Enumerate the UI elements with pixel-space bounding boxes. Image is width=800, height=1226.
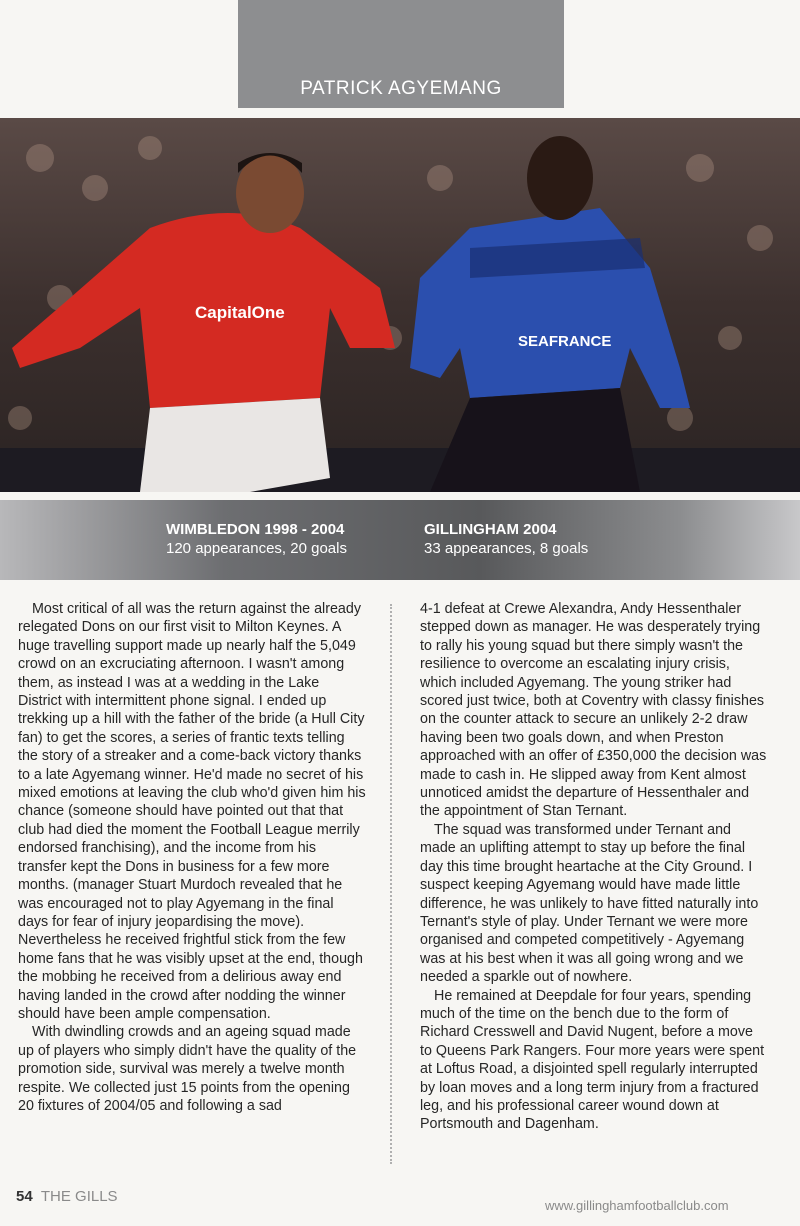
career-stats-band bbox=[0, 500, 800, 580]
page-footer-left bbox=[16, 1188, 118, 1205]
article-paragraph: He remained at Deepdale for four years, spending much of the time on the bench due to the form of Richard Cresswell and David Nugent, before a move to Queens Park Rangers. Four more years were spent at Loftus Road, a disjointed spell regularly interrupted by loan moves and a long term injury from a fractured leg, and his professional career wound down at Portsmouth and Dagenham. bbox=[420, 987, 765, 1133]
column-divider bbox=[390, 604, 392, 1164]
magazine-name: THE GILLS bbox=[40, 1188, 118, 1205]
article-paragraph: With dwindling crowds and an ageing squad made up of players who simply didn't have the quality of the promotion side, survival was merely a twelve month respite. We collected just 15 points from the opening 20 fixtures of 2004/05 and following a sad bbox=[18, 1024, 357, 1114]
title-banner bbox=[238, 0, 564, 108]
page-title: PATRICK AGYEMANG bbox=[300, 78, 502, 99]
stats-gillingham bbox=[424, 520, 588, 558]
stats-record: 120 appearances, 20 goals bbox=[166, 540, 347, 557]
article-paragraph: 4-1 defeat at Crewe Alexandra, Andy Hessenthaler stepped down as manager. He was desperately trying to rally his young squad but there simply wasn't the resilience to overcome an escalating injury crisis, which included Agyemang. The young striker had scored just twice, both at Coventry with classy finishes on the counter attack to secure an unlikely 2-2 draw having been two goals down, and when Preston approached with an offer of £350,000 the decision was made to cash in. He slipped away from Kent almost unnoticed amidst the departure of Hessenthaler and the appointment of Stan Ternant. bbox=[420, 601, 767, 820]
home-shirt-sponsor: CapitalOne bbox=[195, 303, 285, 322]
article-paragraph: The squad was transformed under Ternant and made an uplifting attempt to stay up before the final day this time brought heartache at the City Ground. I suspect keeping Agyemang would have made little difference, he was unlikely to have fitted naturally into Ternant's style of play. Under Ternant we were more organised and competed competitively - Agyemang was at his best when it was all going wrong and we needed a sparkle out of nowhere. bbox=[420, 821, 759, 986]
article-column-left bbox=[18, 600, 366, 1115]
match-photo-illustration bbox=[0, 118, 800, 492]
away-shirt-sponsor: SEAFRANCE bbox=[518, 333, 612, 350]
article-paragraph: Most critical of all was the return against the already relegated Dons on our first visit to Milton Keynes. A huge travelling support made up nearly half the 5,049 crowd on an excruciating afternoon. I wasn't among them, as instead I was at a wedding in the Lake District with intermittent phone signal. I ended up trekking up a hill with the father of the bride (a Hull City fan) to get the scores, a series of frantic texts telling the story of a streaker and a come-back victory thanks to a late Agyemang winner. He'd made no secret of his mixed emotions at leaving the club who'd given him his chance (someone should have pointed out that that club had died the moment the Football League merrily endorsed franchising), and the income from his transfer kept the Dons in business for a few more months. (manager Stuart Murdoch revealed that he was encouraged not to play Agyemang in the final days for fear of injury jeopardising the move). Nevertheless he received frightful stick from the few home fans that he was visibly upset at the end, though the mobbing he received from a delirious away end having landed in the crowd after nodding the winner should have been ample compensation. bbox=[18, 601, 366, 1022]
stats-wimbledon bbox=[166, 520, 347, 558]
stats-club-name: GILLINGHAM 2004 bbox=[424, 521, 557, 538]
match-photo bbox=[0, 118, 800, 492]
page-number: 54 bbox=[16, 1188, 33, 1205]
website-url: www.gillinghamfootballclub.com bbox=[545, 1198, 729, 1213]
stats-club-name: WIMBLEDON 1998 - 2004 bbox=[166, 521, 345, 538]
article-column-right bbox=[420, 600, 768, 1134]
stats-record: 33 appearances, 8 goals bbox=[424, 540, 589, 557]
